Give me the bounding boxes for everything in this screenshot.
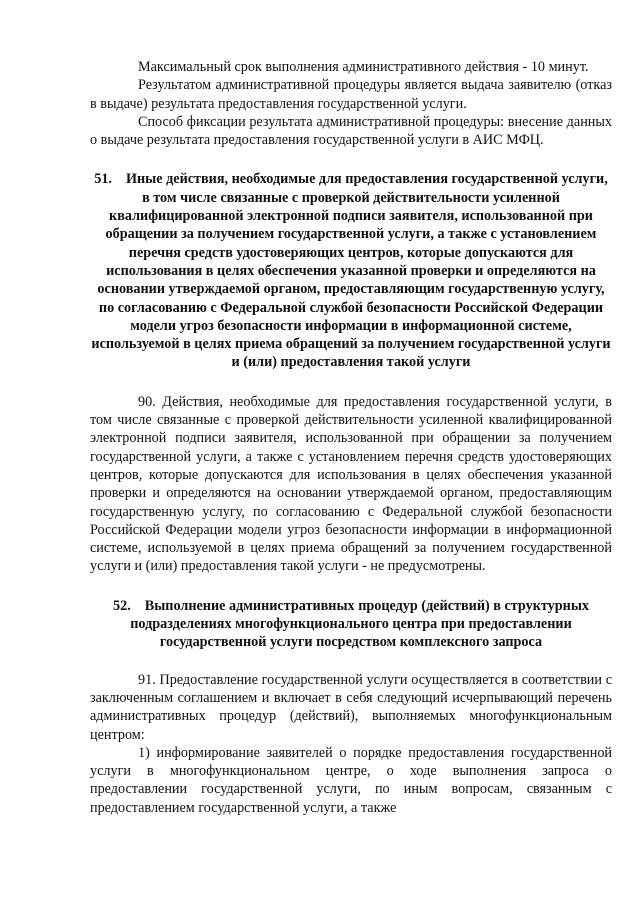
section-52-number: 52. xyxy=(113,597,131,614)
result-paragraph: Результатом административной процедуры является выдача заявителю (отказ в выдаче) результата предоставления государственной услуги. xyxy=(90,77,612,112)
spacer xyxy=(90,149,612,170)
paragraph-91: 91. Предоставление государственной услуги осуществляется в соответствии с заключенным соглашением и включает в себя следующий исчерпывающий перечень административных процедур (действий), выполняемых многофункциональным центром: xyxy=(90,671,612,743)
section-51-title: Иные действия, необходимые для предоставления государственной услуги, в том числе связанные с проверкой действительности усиленной квалифицированной электронной подписи заявителя, использованной при обращении за получением государственной услуги, а также с установлением перечня средств удостоверяющих центров, которые допускаются для использования в целях обеспечения указанной проверки и определяются на основании утверждаемой органом, предоставляющим государственную услугу, по согласованию с Федеральной службой безопасности Российской Федерации модели угроз безопасности информации в информационной системе, используемой в целях приема обращений за получением государственной услуги и (или) предоставления такой услуги xyxy=(91,171,611,371)
spacer xyxy=(90,652,612,671)
paragraph-90: 90. Действия, необходимые для предоставления государственной услуги, в том числе связанные с проверкой действительности усиленной квалифицированной электронной подписи заявителя, использованной при обращении за получением государственной услуги, а также с установлением перечня средств удостоверяющих центров, которые допускаются для использования в целях обеспечения указанной проверки и определяются на основании утверждаемой органом, предоставляющим государственную услугу, по согласованию с Федеральной службой безопасности Российской Федерации модели угроз безопасности информации в информационной системе, используемой в целях приема обращений за получением государственной услуги и (или) предоставления такой услуги - не предусмотрены. xyxy=(90,393,612,575)
list-item-1: 1) информирование заявителей о порядке предоставления государственной услуги в многофункциональном центре, о ходе выполнения запроса о предоставлении государственной услуги, по иным вопросам, связанным с предоставлением государственной услуги, а также xyxy=(90,744,612,816)
section-51-heading xyxy=(90,170,612,371)
section-52-title: Выполнение административных процедур (действий) в структурных подразделениях многофункционального центра при предоставлении государственной услуги посредством комплексного запроса xyxy=(130,597,589,651)
fixation-paragraph: Способ фиксации результата административной процедуры: внесение данных о выдаче результата предоставления государственной услуги в АИС МФЦ. xyxy=(90,113,612,149)
spacer xyxy=(90,372,612,393)
section-51-number: 51. xyxy=(94,171,112,188)
time-limit-paragraph: Максимальный срок выполнения административного действия - 10 минут. xyxy=(138,59,589,75)
spacer xyxy=(90,576,612,597)
section-52-heading xyxy=(90,597,612,652)
